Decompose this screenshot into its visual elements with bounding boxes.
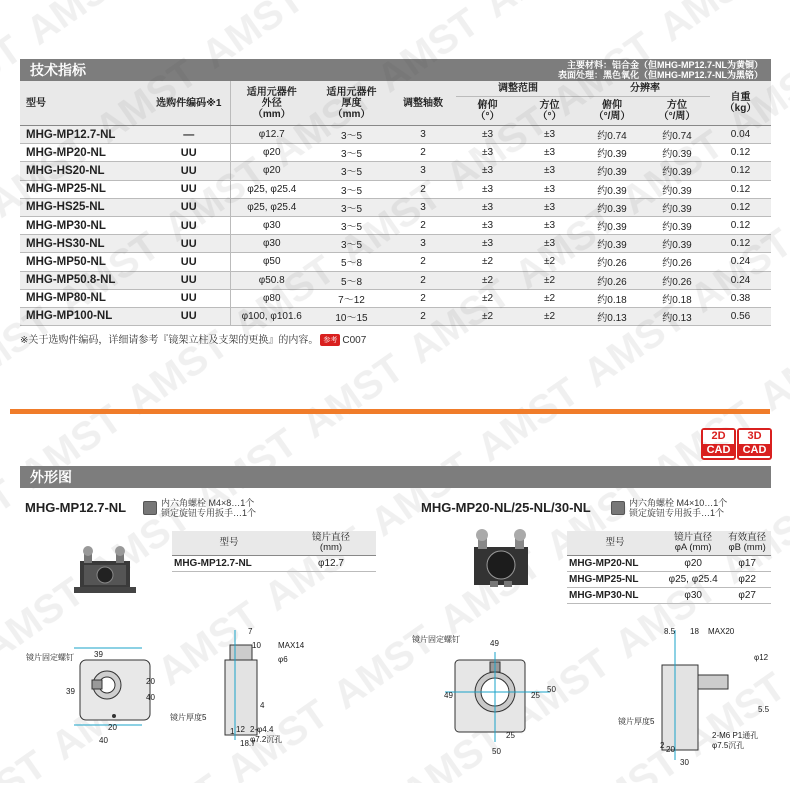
table-cell-t: 7～12	[313, 289, 390, 307]
table-cell-axes: 2	[390, 289, 456, 307]
dim-5-5: 5.5	[758, 705, 770, 714]
table-cell-rrot: 约0.26	[644, 253, 710, 271]
table-cell-rrot: 约0.39	[644, 198, 710, 216]
table-cell-rrot: 约0.39	[644, 180, 710, 198]
spec-header-bar	[20, 59, 771, 81]
table-cell-rtilt: 约0.26	[580, 271, 644, 289]
table-cell-axes: 2	[390, 253, 456, 271]
table-cell-rtilt: 约0.39	[580, 235, 644, 253]
table-cell-rrot: 约0.39	[644, 216, 710, 234]
table-cell-axes: 3	[390, 198, 456, 216]
left-included-1: 内六角螺栓 M4×8…1个	[161, 498, 255, 508]
table-row	[20, 307, 771, 325]
table-cell-rrot: 约0.13	[644, 307, 710, 325]
right-product-photo	[470, 527, 532, 589]
table-row	[20, 271, 771, 289]
table-cell: φ22	[723, 572, 771, 588]
table-cell: φ27	[723, 588, 771, 604]
table-cell-code: UU	[148, 144, 230, 162]
table-cell-model: MHG-MP50-NL	[20, 253, 148, 271]
table-row	[20, 162, 771, 180]
table-cell-t: 3～5	[313, 126, 390, 144]
table-cell-rtilt: 约0.74	[580, 126, 644, 144]
dim-cbore-right: φ7.5沉孔	[712, 741, 745, 750]
table-cell-rrot: 约0.74	[644, 126, 710, 144]
table-cell-t: 5～8	[313, 253, 390, 271]
table-cell-t: 3～5	[313, 162, 390, 180]
table-cell-rtilt: 约0.13	[580, 307, 644, 325]
table-cell: MHG-MP20-NL	[567, 556, 663, 572]
table-cell-t: 3～5	[313, 198, 390, 216]
table-cell-t: 3～5	[313, 144, 390, 162]
table-cell-w: 0.12	[710, 144, 771, 162]
table-cell-model: MHG-HS20-NL	[20, 162, 148, 180]
table-cell: MHG-MP30-NL	[567, 588, 663, 604]
dim-max20: MAX20	[708, 627, 735, 636]
table-row	[20, 289, 771, 307]
table-cell-rot: ±3	[519, 180, 580, 198]
label-screw-right: 镜片固定螺钉	[412, 635, 460, 644]
col-thickness: 适用元器件 厚度 （mm）	[313, 81, 390, 126]
spec-table	[20, 81, 771, 326]
table-cell: φ12.7	[286, 556, 376, 572]
table-cell-rrot: 约0.39	[644, 144, 710, 162]
table-cell-model: MHG-MP25-NL	[20, 180, 148, 198]
dim-25: 25	[531, 691, 540, 700]
table-cell-w: 0.12	[710, 162, 771, 180]
col-range-rot: 方位 （°）	[519, 96, 580, 125]
table-cell-rrot: 约0.26	[644, 271, 710, 289]
table-cell-rrot: 约0.18	[644, 289, 710, 307]
table-cell-code: UU	[148, 253, 230, 271]
col-option-code: 选购件编码※1	[148, 81, 230, 126]
dim-30: 30	[680, 758, 689, 767]
package-icon	[611, 501, 625, 515]
table-cell-axes: 2	[390, 307, 456, 325]
table-cell-w: 0.38	[710, 289, 771, 307]
dim-7: 7	[248, 627, 253, 636]
table-cell-od: φ50	[230, 253, 313, 271]
dim-49: 49	[490, 639, 499, 648]
dim-39: 39	[94, 650, 103, 659]
left-included-2: 锁定旋钮专用扳手…1个	[161, 508, 257, 518]
table-row	[20, 235, 771, 253]
left-product-photo	[74, 543, 136, 595]
table-cell-code: UU	[148, 307, 230, 325]
right-side-drawing	[620, 620, 780, 770]
table-cell-model: MHG-MP30-NL	[20, 216, 148, 234]
col-axes: 调整轴数	[390, 81, 456, 126]
table-cell-t: 5～8	[313, 271, 390, 289]
table-cell-t: 3～5	[313, 216, 390, 234]
table-cell-axes: 2	[390, 271, 456, 289]
col-range-tilt: 俯仰 （°）	[456, 96, 519, 125]
footnote-text: ※关于选购件编码，详细请参考『镜架立柱及支架的更换』的内容。	[20, 335, 319, 346]
table-cell-rot: ±2	[519, 307, 580, 325]
table-cell-code: UU	[148, 162, 230, 180]
table-cell-axes: 3	[390, 126, 456, 144]
table-cell-rtilt: 约0.26	[580, 253, 644, 271]
table-cell-rtilt: 约0.18	[580, 289, 644, 307]
dim-phi6: φ6	[278, 655, 288, 664]
table-cell-rtilt: 约0.39	[580, 180, 644, 198]
label-screw-left: 镜片固定螺钉	[26, 653, 74, 662]
table-cell-axes: 3	[390, 235, 456, 253]
table-cell-od: φ20	[230, 162, 313, 180]
dim-max14: MAX14	[278, 641, 305, 650]
left-front-drawing	[22, 630, 162, 770]
footnote-page-link[interactable]: C007	[342, 335, 367, 346]
dim-1: 1	[230, 727, 235, 736]
table-cell-w: 0.12	[710, 235, 771, 253]
table-cell-rtilt: 约0.39	[580, 216, 644, 234]
package-icon	[143, 501, 157, 515]
dim-50b: 50	[492, 747, 501, 756]
table-row	[20, 144, 771, 162]
table-cell-rrot: 约0.39	[644, 235, 710, 253]
table-cell-t: 3～5	[313, 235, 390, 253]
table-cell-od: φ12.7	[230, 126, 313, 144]
table-cell-model: MHG-MP50.8-NL	[20, 271, 148, 289]
label-thick-right: 镜片厚度5	[618, 717, 655, 726]
col-resolution: 分辨率	[580, 81, 710, 96]
dim-20b: 20	[108, 723, 117, 732]
table-cell-model: MHG-HS25-NL	[20, 198, 148, 216]
spec-footnote	[20, 331, 366, 346]
table-cell-w: 0.12	[710, 180, 771, 198]
table-cell-od: φ25, φ25.4	[230, 180, 313, 198]
table-cell-rot: ±3	[519, 126, 580, 144]
dim-20a: 20	[146, 677, 155, 686]
right-col-diaA: 镜片直径 φA (mm)	[663, 531, 723, 556]
spec-notes	[558, 60, 771, 80]
table-cell-od: φ50.8	[230, 271, 313, 289]
table-cell-code: UU	[148, 216, 230, 234]
table-cell-t: 10～15	[313, 307, 390, 325]
table-cell-rtilt: 约0.39	[580, 162, 644, 180]
table-cell-tilt: ±2	[456, 253, 519, 271]
table-cell-rot: ±2	[519, 289, 580, 307]
label-thick-left: 镜片厚度5	[170, 713, 207, 722]
right-col-model: 型号	[567, 531, 663, 556]
table-cell-tilt: ±2	[456, 289, 519, 307]
cad-2d-button[interactable]: 2D CAD	[701, 428, 736, 460]
table-cell-code: UU	[148, 235, 230, 253]
table-cell-od: φ30	[230, 216, 313, 234]
dim-left-39: 39	[66, 687, 75, 696]
dim-2: 2	[660, 741, 665, 750]
right-model-heading: MHG-MP20-NL/25-NL/30-NL	[421, 500, 591, 515]
table-cell-rrot: 约0.39	[644, 162, 710, 180]
orange-divider	[10, 409, 770, 414]
table-cell-code: —	[148, 126, 230, 144]
table-cell-w: 0.04	[710, 126, 771, 144]
outline-title: 外形图	[30, 469, 72, 485]
dim-18-7: 18.7	[240, 739, 256, 748]
left-model-heading: MHG-MP12.7-NL	[25, 500, 127, 515]
table-row	[20, 216, 771, 234]
dim-4: 4	[260, 701, 265, 710]
left-included	[143, 498, 256, 518]
spec-table-body	[20, 126, 771, 326]
dim-18: 18	[690, 627, 699, 636]
col-res-tilt: 俯仰 （°/周）	[580, 96, 644, 125]
table-cell-tilt: ±3	[456, 216, 519, 234]
table-cell-model: MHG-MP80-NL	[20, 289, 148, 307]
dim-left-49: 49	[444, 691, 453, 700]
table-cell-rot: ±3	[519, 162, 580, 180]
table-cell-rot: ±3	[519, 216, 580, 234]
table-cell-tilt: ±3	[456, 126, 519, 144]
table-cell-model: MHG-MP12.7-NL	[20, 126, 148, 144]
left-side-drawing	[170, 620, 305, 750]
table-cell-tilt: ±3	[456, 198, 519, 216]
note-material: 主要材料：铝合金（但MHG-MP12.7-NL为黄铜）	[566, 60, 763, 70]
table-cell-rtilt: 约0.39	[580, 198, 644, 216]
dim-8-5: 8.5	[664, 627, 676, 636]
table-cell-code: UU	[148, 180, 230, 198]
table-cell: φ30	[663, 588, 723, 604]
table-cell-code: UU	[148, 271, 230, 289]
table-cell: φ17	[723, 556, 771, 572]
table-cell-od: φ30	[230, 235, 313, 253]
table-cell-rot: ±3	[519, 144, 580, 162]
dim-12: 12	[236, 725, 245, 734]
table-cell-od: φ100, φ101.6	[230, 307, 313, 325]
ref-badge: 参考	[320, 334, 340, 346]
cad-3d-button[interactable]: 3D CAD	[737, 428, 772, 460]
col-od: 适用元器件 外径 （mm）	[230, 81, 313, 126]
table-cell-code: UU	[148, 198, 230, 216]
table-cell-code: UU	[148, 289, 230, 307]
outline-header-bar	[20, 466, 771, 488]
table-row	[20, 126, 771, 144]
note-finish: 表面处理：黑色氧化（但MHG-MP12.7-NL为黑铬）	[557, 70, 763, 80]
table-cell-rtilt: 约0.39	[580, 144, 644, 162]
table-cell-axes: 3	[390, 162, 456, 180]
dim-10: 10	[252, 641, 261, 650]
table-cell-axes: 2	[390, 180, 456, 198]
dim-40: 40	[146, 693, 155, 702]
table-cell-rot: ±3	[519, 198, 580, 216]
left-col-dia: 镜片直径 (mm)	[286, 531, 376, 556]
table-cell-w: 0.56	[710, 307, 771, 325]
table-cell-od: φ80	[230, 289, 313, 307]
dim-cbore: φ7.2沉孔	[250, 735, 283, 744]
table-cell-model: MHG-HS30-NL	[20, 235, 148, 253]
table-cell-tilt: ±3	[456, 162, 519, 180]
table-cell: MHG-MP12.7-NL	[172, 556, 286, 572]
table-row	[20, 180, 771, 198]
dim-20r: 20	[666, 745, 675, 754]
table-cell-tilt: ±3	[456, 180, 519, 198]
right-dims-table	[567, 531, 771, 604]
col-weight: 自重 （kg）	[710, 81, 771, 126]
col-res-rot: 方位 （°/周）	[644, 96, 710, 125]
right-included-2: 锁定旋钮专用扳手…1个	[629, 508, 725, 518]
table-cell-od: φ20	[230, 144, 313, 162]
dim-50: 50	[547, 685, 556, 694]
right-front-drawing	[410, 632, 560, 772]
table-row	[20, 253, 771, 271]
table-cell-axes: 2	[390, 216, 456, 234]
left-col-model: 型号	[172, 531, 286, 556]
dim-25b: 25	[506, 731, 515, 740]
table-cell-axes: 2	[390, 144, 456, 162]
table-cell-w: 0.12	[710, 216, 771, 234]
table-cell-tilt: ±3	[456, 235, 519, 253]
table-cell-od: φ25, φ25.4	[230, 198, 313, 216]
dim-hole: 2-φ4.4	[250, 725, 274, 734]
dim-40b: 40	[99, 736, 108, 745]
table-cell-tilt: ±2	[456, 271, 519, 289]
table-cell-tilt: ±3	[456, 144, 519, 162]
table-cell: φ20	[663, 556, 723, 572]
table-cell-model: MHG-MP100-NL	[20, 307, 148, 325]
table-cell-rot: ±3	[519, 235, 580, 253]
col-model: 型号	[20, 81, 148, 126]
col-range: 调整范围	[456, 81, 580, 96]
right-col-diaB: 有效直径 φB (mm)	[723, 531, 771, 556]
table-cell-model: MHG-MP20-NL	[20, 144, 148, 162]
table-cell-w: 0.24	[710, 253, 771, 271]
dim-phi12: φ12	[754, 653, 769, 662]
right-included-1: 内六角螺栓 M4×10…1个	[629, 498, 728, 508]
right-included	[611, 498, 727, 518]
table-cell-rot: ±2	[519, 253, 580, 271]
table-cell: φ25, φ25.4	[663, 572, 723, 588]
table-row	[20, 198, 771, 216]
table-cell-rot: ±2	[519, 271, 580, 289]
table-cell-w: 0.24	[710, 271, 771, 289]
table-cell-t: 3～5	[313, 180, 390, 198]
table-cell-w: 0.12	[710, 198, 771, 216]
spec-title: 技术指标	[30, 62, 86, 78]
table-cell: MHG-MP25-NL	[567, 572, 663, 588]
table-cell-tilt: ±2	[456, 307, 519, 325]
left-dims-table	[172, 531, 376, 572]
dim-hole-right: 2-M6 P1通孔	[712, 731, 759, 740]
